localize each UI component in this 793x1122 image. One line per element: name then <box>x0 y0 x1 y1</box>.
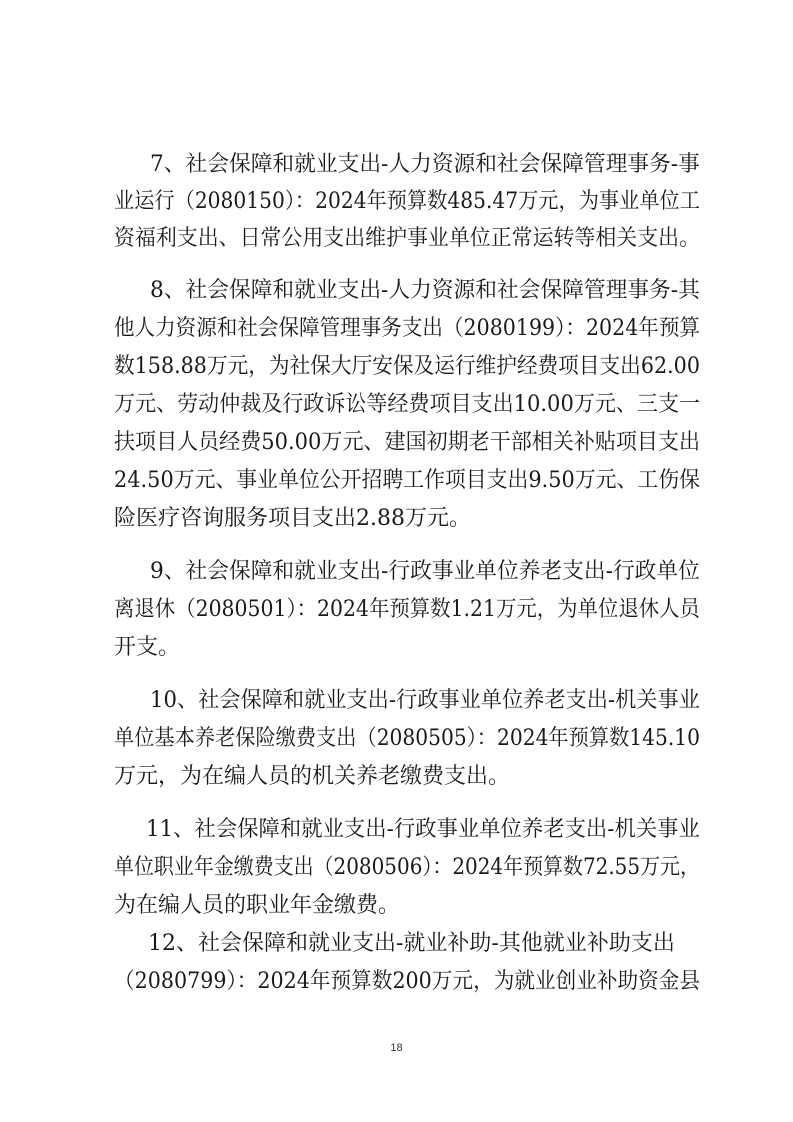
text-line: 单位职业年金缴费支出（2080506）：2024年预算数72.55万元， <box>114 855 700 880</box>
text-line: 业运行（2080150）：2024年预算数485.47万元，为事业单位工 <box>114 189 700 214</box>
text-line: 资福利支出、日常公用支出维护事业单位正常运转等相关支出。 <box>114 226 701 251</box>
text-line: 9、社会保障和就业支出-行政事业单位养老支出-行政单位 <box>150 559 700 584</box>
text-line: 他人力资源和社会保障管理事务支出（2080199）：2024年预算 <box>114 316 700 341</box>
page-number: 18 <box>390 1042 403 1054</box>
text-line: 数158.88万元，为社保大厅安保及运行维护经费项目支出62.00 <box>114 354 700 379</box>
text-line: 开支。 <box>114 635 181 660</box>
text-line: 12、社会保障和就业支出-就业补助-其他就业补助支出 <box>148 931 675 956</box>
text-line: 为在编人员的职业年金缴费。 <box>114 893 401 918</box>
text-line: 8、社会保障和就业支出-人力资源和社会保障管理事务-其 <box>150 278 700 303</box>
text-line: 万元，为在编人员的机关养老缴费支出。 <box>114 764 511 789</box>
text-line: 离退休（2080501）：2024年预算数1.21万元，为单位退休人员 <box>114 597 700 622</box>
text-line: 7、社会保障和就业支出-人力资源和社会保障管理事务-事 <box>150 152 700 177</box>
text-line: 单位基本养老保险缴费支出（2080505）：2024年预算数145.10 <box>114 726 700 751</box>
text-line: 万元、劳动仲裁及行政诉讼等经费项目支出10.00万元、三支一 <box>114 392 701 417</box>
text-line: 险医疗咨询服务项目支出2.88万元。 <box>114 506 471 531</box>
text-line: 11、社会保障和就业支出-行政事业单位养老支出-机关事业 <box>146 817 700 842</box>
text-line: 10、社会保障和就业支出-行政事业单位养老支出-机关事业 <box>150 688 700 713</box>
text-line: （2080799）：2024年预算数200万元，为就业创业补助资金县 <box>114 969 700 994</box>
text-line: 24.50万元、事业单位公开招聘工作项目支出9.50万元、工伤保 <box>114 468 700 493</box>
text-line: 扶项目人员经费50.00万元、建国初期老干部相关补贴项目支出 <box>114 430 701 455</box>
